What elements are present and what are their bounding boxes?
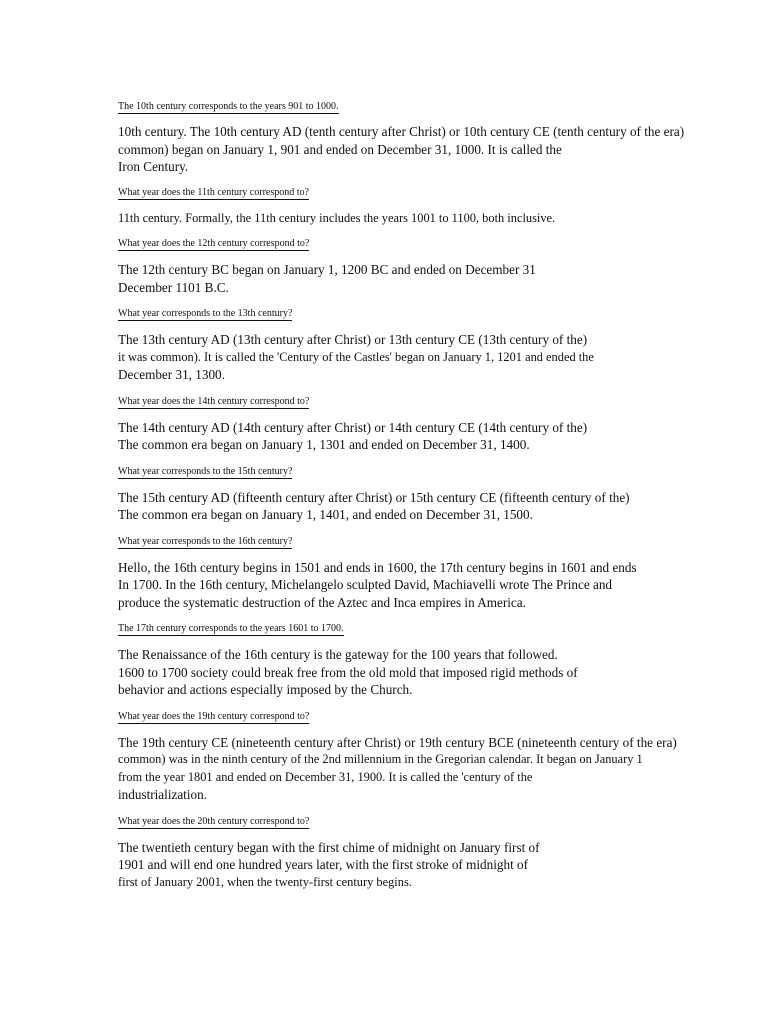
question-heading: What year does the 19th century correspond to? [118,710,310,722]
question-heading: The 10th century corresponds to the years 901 to 1000. [118,101,339,112]
question-heading: The 17th century corresponds to the years 1601 to 1700. [118,623,344,634]
answer-line: Iron Century. [118,159,189,174]
qa-section [118,233,738,296]
qa-section [118,531,738,612]
qa-section [118,618,738,699]
answer-paragraph [118,331,738,384]
answer-line: In 1700. In the 16th century, Michelangelo sculpted David, Machiavelli wrote The Prince and [118,577,613,592]
answer-line: 1600 to 1700 society could break free from the old mold that imposed rigid methods of [118,664,578,680]
question-heading: What year does the 20th century correspond to? [118,815,310,827]
qa-section [118,706,738,804]
answer-line: The twentieth century began with the first chime of midnight on January first of [118,839,540,855]
answer-line: The 15th century AD (fifteenth century after Christ) or 15th century CE (fifteenth century of the) [118,489,630,505]
answer-paragraph [118,734,738,804]
answer-paragraph [118,646,738,699]
answer-line: The common era began on January 1, 1301 and ended on December 31, 1400. [118,437,530,452]
qa-section [118,811,738,892]
answer-line: The 12th century BC began on January 1, 1200 BC and ended on December 31 [118,262,536,277]
question-heading: What year does the 12th century correspond to? [118,238,310,249]
answer-paragraph [118,123,738,176]
answer-line: The Renaissance of the 16th century is the gateway for the 100 years that followed. [118,647,558,662]
answer-line: The 13th century AD (13th century after Christ) or 13th century CE (13th century of the) [118,332,588,347]
answer-line: first of January 2001, when the twenty-first century begins. [118,874,412,889]
answer-line: 11th century. Formally, the 11th century includes the years 1001 to 1100, both inclusive. [118,210,556,225]
question-heading: What year does the 14th century correspond to? [118,395,310,407]
answer-paragraph [118,210,738,228]
answer-paragraph [118,839,738,892]
answer-line: December 1101 B.C. [118,279,229,295]
answer-line: it was common). It is called the 'Century of the Castles' began on January 1, 1201 and ended the [118,349,594,364]
question-heading: What year corresponds to the 13th century? [118,308,293,319]
question-heading: What year corresponds to the 16th century? [118,535,293,547]
qa-section [118,461,738,524]
answer-paragraph [118,559,738,612]
answer-line: produce the systematic destruction of the Aztec and Inca empires in America. [118,594,526,610]
answer-line: common) began on January 1, 901 and ended on December 31, 1000. It is called the [118,141,562,157]
question-heading: What year corresponds to the 15th century? [118,465,293,477]
document-page [118,96,738,891]
answer-line: December 31, 1300. [118,367,225,382]
answer-line: 10th century. The 10th century AD (tenth century after Christ) or 10th century CE (tenth century of the era) [118,124,685,139]
answer-line: behavior and actions especially imposed by the Church. [118,682,413,697]
answer-line: 1901 and will end one hundred years later, with the first stroke of midnight of [118,857,529,872]
qa-section [118,96,738,176]
answer-line: Hello, the 16th century begins in 1501 and ends in 1600, the 17th century begins in 1601 and ends [118,559,637,575]
answer-paragraph [118,419,738,454]
answer-line: The 14th century AD (14th century after Christ) or 14th century CE (14th century of the) [118,419,588,435]
answer-paragraph [118,261,738,296]
answer-line: from the year 1801 and ended on December 31, 1900. It is called the 'century of the [118,769,533,784]
answer-line: The common era began on January 1, 1401, and ended on December 31, 1500. [118,507,533,522]
answer-line: industrialization. [118,787,207,802]
qa-section [118,391,738,454]
answer-line: The 19th century CE (nineteenth century after Christ) or 19th century BCE (nineteenth century of the era) [118,734,677,750]
answer-line: common) was in the ninth century of the 2nd millennium in the Gregorian calendar. It began on January 1 [118,752,643,766]
qa-section [118,303,738,384]
qa-section [118,182,738,228]
answer-paragraph [118,489,738,524]
question-heading: What year does the 11th century correspond to? [118,186,309,198]
